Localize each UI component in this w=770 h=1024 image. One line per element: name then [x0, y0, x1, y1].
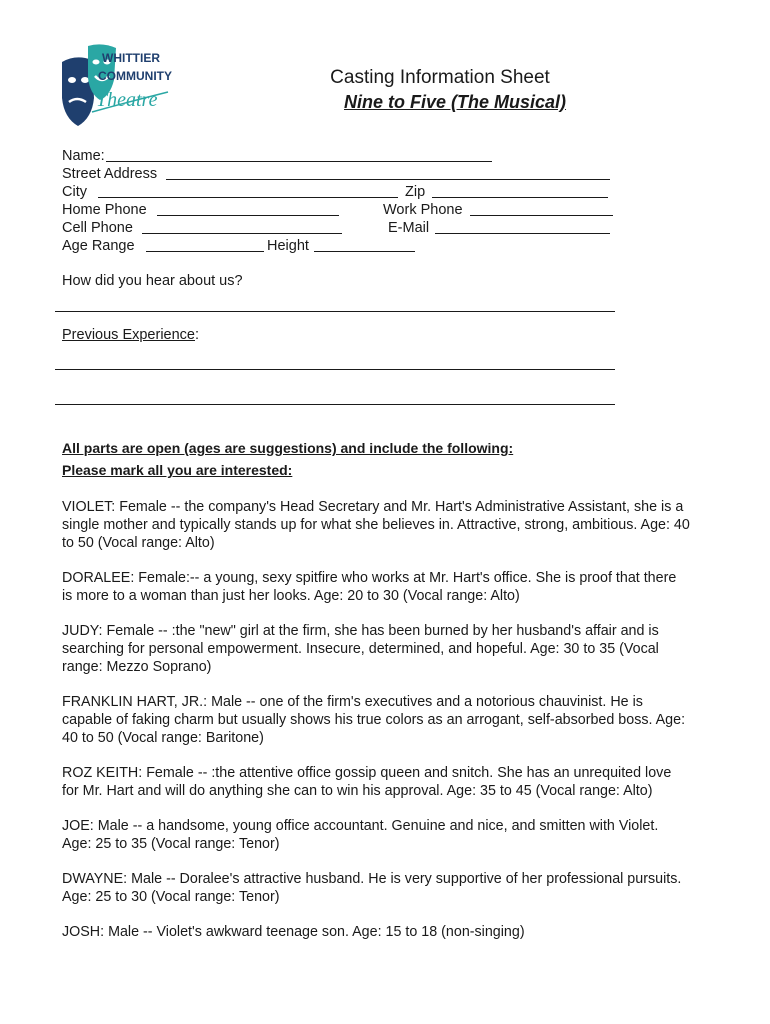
- role-judy: JUDY: Female -- :the "new" girl at the firm, she has been burned by her husband's affair and is searching for personal empowerment. Insecure, determined, and hopeful. Age: 30 to 35 (Vocal range: Mezzo Soprano): [62, 623, 659, 675]
- zip-label: Zip: [405, 184, 426, 200]
- parts-heading: [62, 437, 682, 481]
- name-row: [62, 147, 622, 165]
- phone-row: [62, 201, 622, 219]
- role-doralee: DORALEE: Female:-- a young, sexy spitfire who works at Mr. Hart's office. She is proof that there is more to a woman than just her looks. Age: 20 to 30 (Vocal range: Alto): [62, 570, 677, 604]
- city-field-line[interactable]: [98, 197, 398, 198]
- height-field-line[interactable]: [314, 251, 415, 252]
- parts-heading-line-2: Please mark all you are interested:: [62, 462, 293, 478]
- cell-phone-label: Cell Phone: [62, 220, 133, 236]
- hear-about-us-question: How did you hear about us?: [62, 273, 243, 289]
- zip-field-line[interactable]: [432, 197, 608, 198]
- contact-form: [62, 147, 622, 255]
- age-height-row: [62, 237, 622, 255]
- email-field-line[interactable]: [435, 233, 610, 234]
- street-row: [62, 165, 622, 183]
- role-joe: JOE: Male -- a handsome, young office accountant. Genuine and nice, and smitten with Violet. Age: 25 to 35 (Vocal range: Tenor): [62, 818, 659, 852]
- role-roz-keith: ROZ KEITH: Female -- :the attentive office gossip queen and snitch. She has an unrequited love for Mr. Hart and will do anything she can to win his approval. Age: 35 to 45 (Vocal range: Alto): [62, 765, 672, 799]
- previous-experience-label: [62, 327, 199, 343]
- sheet-title: Casting Information Sheet: [330, 67, 550, 88]
- sheet-heading: [290, 66, 590, 114]
- height-label: Height: [267, 238, 309, 254]
- svg-text:Theatre: Theatre: [96, 89, 158, 111]
- role-list: [62, 498, 690, 958]
- work-phone-field-line[interactable]: [470, 215, 613, 216]
- home-phone-field-line[interactable]: [157, 215, 339, 216]
- previous-experience-colon: :: [195, 327, 200, 343]
- city-zip-row: [62, 183, 622, 201]
- age-range-field-line[interactable]: [146, 251, 264, 252]
- theatre-logo: [58, 40, 186, 132]
- city-label: City: [62, 184, 87, 200]
- parts-heading-line-1: All parts are open (ages are suggestions) and include the following:: [62, 440, 514, 456]
- svg-text:WHITTIER: WHITTIER: [102, 51, 160, 65]
- name-label: Name:: [62, 148, 105, 164]
- name-field-line[interactable]: [106, 161, 492, 162]
- experience-line-1[interactable]: [55, 369, 615, 370]
- age-range-label: Age Range: [62, 238, 135, 254]
- cell-phone-field-line[interactable]: [142, 233, 342, 234]
- street-field-line[interactable]: [166, 179, 610, 180]
- street-label: Street Address: [62, 166, 158, 182]
- role-josh: JOSH: Male -- Violet's awkward teenage son. Age: 15 to 18 (non-singing): [62, 924, 525, 940]
- hear-about-us-line[interactable]: [55, 311, 615, 312]
- show-title: Nine to Five (The Musical): [343, 92, 567, 112]
- svg-text:COMMUNITY: COMMUNITY: [98, 69, 172, 83]
- work-phone-label: Work Phone: [383, 202, 463, 218]
- role-franklin-hart: FRANKLIN HART, JR.: Male -- one of the firm's executives and a notorious chauvinist. He is capable of faking charm but usually shows his true colors as an arrogant, self-absorbed boss. Age: 40 to 50 (Vocal range: Baritone): [62, 694, 686, 746]
- home-phone-label: Home Phone: [62, 202, 147, 218]
- experience-line-2[interactable]: [55, 404, 615, 405]
- cell-email-row: [62, 219, 622, 237]
- role-dwayne: DWAYNE: Male -- Doralee's attractive husband. He is very supportive of her professional pursuits. Age: 25 to 30 (Vocal range: Tenor): [62, 871, 682, 905]
- theatre-logo-mask-icon: [58, 40, 186, 132]
- role-violet: VIOLET: Female -- the company's Head Secretary and Mr. Hart's Administrative Assistant, she is a single mother and typically stands up for what she believes in. Attractive, strong, ambitious. Age: 40 to 50 (Vocal range: Alto): [62, 499, 690, 551]
- previous-experience-text: Previous Experience: [62, 327, 195, 343]
- email-label: E-Mail: [388, 220, 430, 236]
